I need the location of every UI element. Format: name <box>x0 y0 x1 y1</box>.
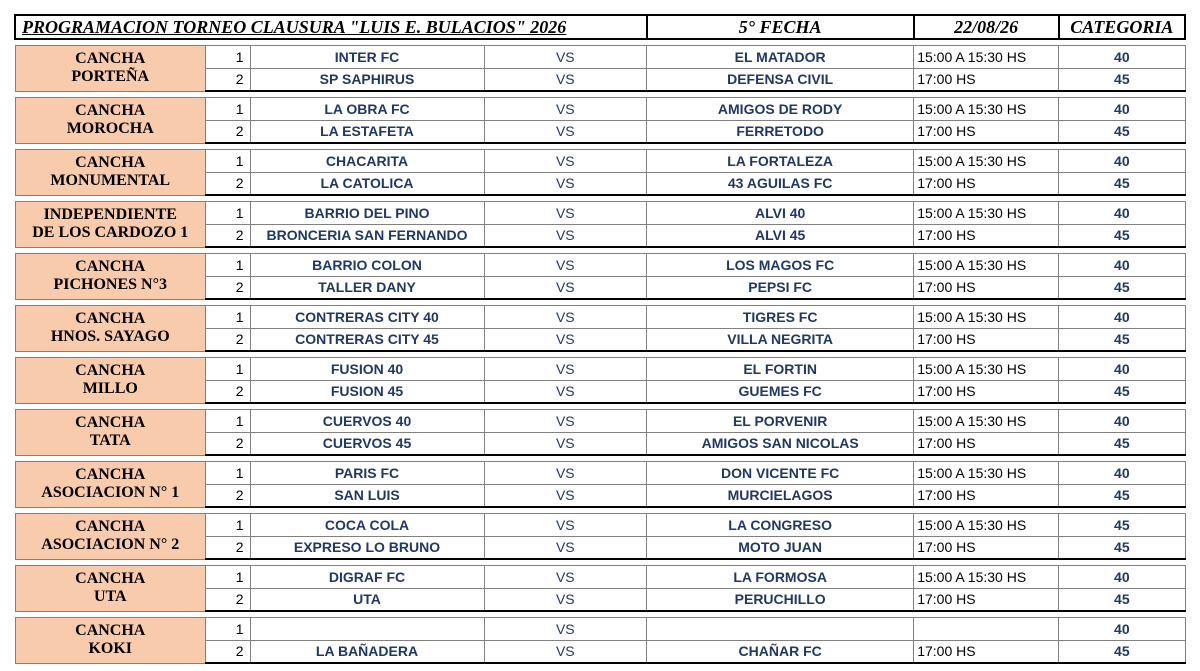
home-team: LA ESTAFETA <box>250 120 484 143</box>
match-category: 40 <box>1059 409 1185 432</box>
match-number: 2 <box>206 432 251 455</box>
venue-name <box>15 409 206 455</box>
home-team: BARRIO DEL PINO <box>250 201 484 224</box>
venue-line-2: PICHONES N°3 <box>53 276 168 293</box>
match-number: 2 <box>206 276 251 299</box>
venue-name <box>15 461 206 507</box>
away-team: EL MATADOR <box>647 45 914 68</box>
away-team: GUEMES FC <box>647 380 914 403</box>
match-category: 40 <box>1059 201 1185 224</box>
match-category: 45 <box>1059 588 1185 611</box>
venue-name <box>15 305 206 351</box>
match-time: 17:00 HS <box>914 224 1059 247</box>
match-category: 40 <box>1059 45 1185 68</box>
venue-line-1: CANCHA <box>75 258 146 275</box>
away-team: AMIGOS DE RODY <box>647 97 914 120</box>
home-team <box>250 617 484 640</box>
away-team: LA FORMOSA <box>647 565 914 588</box>
away-team: DON VICENTE FC <box>647 461 914 484</box>
vs-label: VS <box>484 45 647 68</box>
match-time <box>914 617 1059 640</box>
venue-name <box>15 513 206 559</box>
match-row <box>15 617 1185 640</box>
category-header: CATEGORIA <box>1059 15 1185 39</box>
away-team: MOTO JUAN <box>647 536 914 559</box>
venue-line-2: TATA <box>89 432 131 449</box>
match-category: 45 <box>1059 276 1185 299</box>
match-number: 1 <box>206 253 251 276</box>
home-team: FUSION 40 <box>250 357 484 380</box>
vs-label: VS <box>484 536 647 559</box>
match-time: 17:00 HS <box>914 484 1059 507</box>
match-time: 15:00 A 15:30 HS <box>914 357 1059 380</box>
venue-name <box>15 565 206 611</box>
venue-line-2: MONUMENTAL <box>50 172 171 189</box>
home-team: LA BAÑADERA <box>250 640 484 663</box>
away-team: LA FORTALEZA <box>647 149 914 172</box>
venue-name <box>15 253 206 299</box>
match-time: 15:00 A 15:30 HS <box>914 45 1059 68</box>
date-label: 22/08/26 <box>914 15 1059 39</box>
venue-line-1: CANCHA <box>75 310 146 327</box>
match-category: 40 <box>1059 461 1185 484</box>
match-row <box>15 149 1185 172</box>
match-category: 45 <box>1059 68 1185 91</box>
vs-label: VS <box>484 172 647 195</box>
match-category: 40 <box>1059 97 1185 120</box>
vs-label: VS <box>484 640 647 663</box>
match-category: 45 <box>1059 380 1185 403</box>
vs-label: VS <box>484 276 647 299</box>
match-time: 17:00 HS <box>914 536 1059 559</box>
venue-line-2: DE LOS CARDOZO 1 <box>32 224 189 241</box>
venue-name <box>15 45 206 91</box>
venue-line-1: CANCHA <box>75 622 146 639</box>
home-team: LA CATOLICA <box>250 172 484 195</box>
schedule-sheet <box>14 14 1186 664</box>
tournament-title: PROGRAMACION TORNEO CLAUSURA "LUIS E. BULACIOS" 2026 <box>15 15 647 39</box>
venue-line-1: CANCHA <box>75 570 146 587</box>
vs-label: VS <box>484 617 647 640</box>
venue-name <box>15 357 206 403</box>
match-number: 2 <box>206 380 251 403</box>
match-category: 40 <box>1059 565 1185 588</box>
vs-label: VS <box>484 484 647 507</box>
match-row <box>15 409 1185 432</box>
venue-name <box>15 149 206 195</box>
match-number: 2 <box>206 224 251 247</box>
match-number: 2 <box>206 172 251 195</box>
home-team: CUERVOS 40 <box>250 409 484 432</box>
venue-name <box>15 97 206 143</box>
venue-line-1: CANCHA <box>75 414 146 431</box>
away-team: VILLA NEGRITA <box>647 328 914 351</box>
match-category: 40 <box>1059 357 1185 380</box>
venue-line-1: CANCHA <box>75 362 146 379</box>
match-number: 2 <box>206 640 251 663</box>
away-team: LOS MAGOS FC <box>647 253 914 276</box>
match-time: 15:00 A 15:30 HS <box>914 253 1059 276</box>
home-team: SP SAPHIRUS <box>250 68 484 91</box>
match-time: 17:00 HS <box>914 588 1059 611</box>
home-team: LA OBRA FC <box>250 97 484 120</box>
match-number: 1 <box>206 409 251 432</box>
venue-line-2: MOROCHA <box>66 120 154 137</box>
match-category: 45 <box>1059 172 1185 195</box>
match-number: 1 <box>206 565 251 588</box>
away-team: CHAÑAR FC <box>647 640 914 663</box>
venue-line-1: CANCHA <box>75 50 146 67</box>
match-number: 1 <box>206 513 251 536</box>
match-row <box>15 97 1185 120</box>
away-team: PERUCHILLO <box>647 588 914 611</box>
match-time: 15:00 A 15:30 HS <box>914 409 1059 432</box>
vs-label: VS <box>484 357 647 380</box>
home-team: CONTRERAS CITY 45 <box>250 328 484 351</box>
home-team: FUSION 45 <box>250 380 484 403</box>
match-time: 17:00 HS <box>914 380 1059 403</box>
away-team: LA CONGRESO <box>647 513 914 536</box>
home-team: DIGRAF FC <box>250 565 484 588</box>
away-team: EL PORVENIR <box>647 409 914 432</box>
away-team: EL FORTIN <box>647 357 914 380</box>
vs-label: VS <box>484 432 647 455</box>
home-team: SAN LUIS <box>250 484 484 507</box>
match-number: 1 <box>206 149 251 172</box>
home-team: INTER FC <box>250 45 484 68</box>
match-time: 15:00 A 15:30 HS <box>914 305 1059 328</box>
venue-line-2: KOKI <box>88 640 133 657</box>
match-number: 1 <box>206 201 251 224</box>
venue-line-2: UTA <box>93 588 127 605</box>
home-team: PARIS FC <box>250 461 484 484</box>
vs-label: VS <box>484 97 647 120</box>
away-team: TIGRES FC <box>647 305 914 328</box>
vs-label: VS <box>484 120 647 143</box>
home-team: UTA <box>250 588 484 611</box>
match-row <box>15 253 1185 276</box>
away-team <box>647 617 914 640</box>
home-team: COCA COLA <box>250 513 484 536</box>
match-number: 2 <box>206 68 251 91</box>
home-team: CHACARITA <box>250 149 484 172</box>
vs-label: VS <box>484 513 647 536</box>
match-number: 1 <box>206 305 251 328</box>
match-number: 2 <box>206 120 251 143</box>
match-category: 40 <box>1059 149 1185 172</box>
match-category: 45 <box>1059 536 1185 559</box>
vs-label: VS <box>484 68 647 91</box>
fecha-label: 5° FECHA <box>647 15 914 39</box>
home-team: BRONCERIA SAN FERNANDO <box>250 224 484 247</box>
away-team: 43 AGUILAS FC <box>647 172 914 195</box>
home-team: EXPRESO LO BRUNO <box>250 536 484 559</box>
match-category: 45 <box>1059 484 1185 507</box>
vs-label: VS <box>484 224 647 247</box>
away-team: PEPSI FC <box>647 276 914 299</box>
away-team: AMIGOS SAN NICOLAS <box>647 432 914 455</box>
vs-label: VS <box>484 201 647 224</box>
away-team: MURCIELAGOS <box>647 484 914 507</box>
match-category: 45 <box>1059 224 1185 247</box>
match-row <box>15 357 1185 380</box>
venue-line-1: INDEPENDIENTE <box>43 206 177 223</box>
match-time: 17:00 HS <box>914 120 1059 143</box>
home-team: CONTRERAS CITY 40 <box>250 305 484 328</box>
match-row <box>15 461 1185 484</box>
venue-name <box>15 617 206 663</box>
vs-label: VS <box>484 565 647 588</box>
match-number: 1 <box>206 617 251 640</box>
match-number: 1 <box>206 45 251 68</box>
match-row <box>15 305 1185 328</box>
match-time: 15:00 A 15:30 HS <box>914 201 1059 224</box>
home-team: TALLER DANY <box>250 276 484 299</box>
venue-line-1: CANCHA <box>75 154 146 171</box>
vs-label: VS <box>484 588 647 611</box>
home-team: BARRIO COLON <box>250 253 484 276</box>
vs-label: VS <box>484 461 647 484</box>
match-number: 2 <box>206 328 251 351</box>
match-category: 45 <box>1059 640 1185 663</box>
match-number: 1 <box>206 97 251 120</box>
match-number: 1 <box>206 357 251 380</box>
match-category: 45 <box>1059 432 1185 455</box>
venue-line-2: MILLO <box>82 380 138 397</box>
vs-label: VS <box>484 328 647 351</box>
vs-label: VS <box>484 380 647 403</box>
venue-line-2: ASOCIACION N° 1 <box>41 484 180 501</box>
match-time: 17:00 HS <box>914 172 1059 195</box>
vs-label: VS <box>484 253 647 276</box>
match-time: 15:00 A 15:30 HS <box>914 149 1059 172</box>
header-row <box>15 15 1185 39</box>
away-team: ALVI 40 <box>647 201 914 224</box>
away-team: DEFENSA CIVIL <box>647 68 914 91</box>
match-time: 15:00 A 15:30 HS <box>914 513 1059 536</box>
match-row <box>15 565 1185 588</box>
match-number: 2 <box>206 588 251 611</box>
match-time: 17:00 HS <box>914 640 1059 663</box>
vs-label: VS <box>484 409 647 432</box>
match-time: 17:00 HS <box>914 68 1059 91</box>
venue-line-1: CANCHA <box>75 518 146 535</box>
match-row <box>15 45 1185 68</box>
match-category: 40 <box>1059 253 1185 276</box>
match-category: 45 <box>1059 513 1185 536</box>
match-category: 45 <box>1059 120 1185 143</box>
schedule-table <box>14 14 1186 664</box>
venue-line-2: ASOCIACION N° 2 <box>41 536 180 553</box>
match-row <box>15 201 1185 224</box>
match-number: 2 <box>206 536 251 559</box>
match-time: 15:00 A 15:30 HS <box>914 97 1059 120</box>
match-number: 2 <box>206 484 251 507</box>
match-time: 17:00 HS <box>914 328 1059 351</box>
match-time: 17:00 HS <box>914 432 1059 455</box>
match-category: 40 <box>1059 305 1185 328</box>
venue-line-2: HNOS. SAYAGO <box>50 328 170 345</box>
home-team: CUERVOS 45 <box>250 432 484 455</box>
match-row <box>15 513 1185 536</box>
venue-name <box>15 201 206 247</box>
match-number: 1 <box>206 461 251 484</box>
match-category: 45 <box>1059 328 1185 351</box>
match-time: 15:00 A 15:30 HS <box>914 565 1059 588</box>
away-team: ALVI 45 <box>647 224 914 247</box>
venue-line-2: PORTEÑA <box>71 68 150 85</box>
match-category: 40 <box>1059 617 1185 640</box>
venue-line-1: CANCHA <box>75 466 146 483</box>
vs-label: VS <box>484 305 647 328</box>
match-time: 15:00 A 15:30 HS <box>914 461 1059 484</box>
match-time: 17:00 HS <box>914 276 1059 299</box>
venue-line-1: CANCHA <box>75 102 146 119</box>
vs-label: VS <box>484 149 647 172</box>
away-team: FERRETODO <box>647 120 914 143</box>
